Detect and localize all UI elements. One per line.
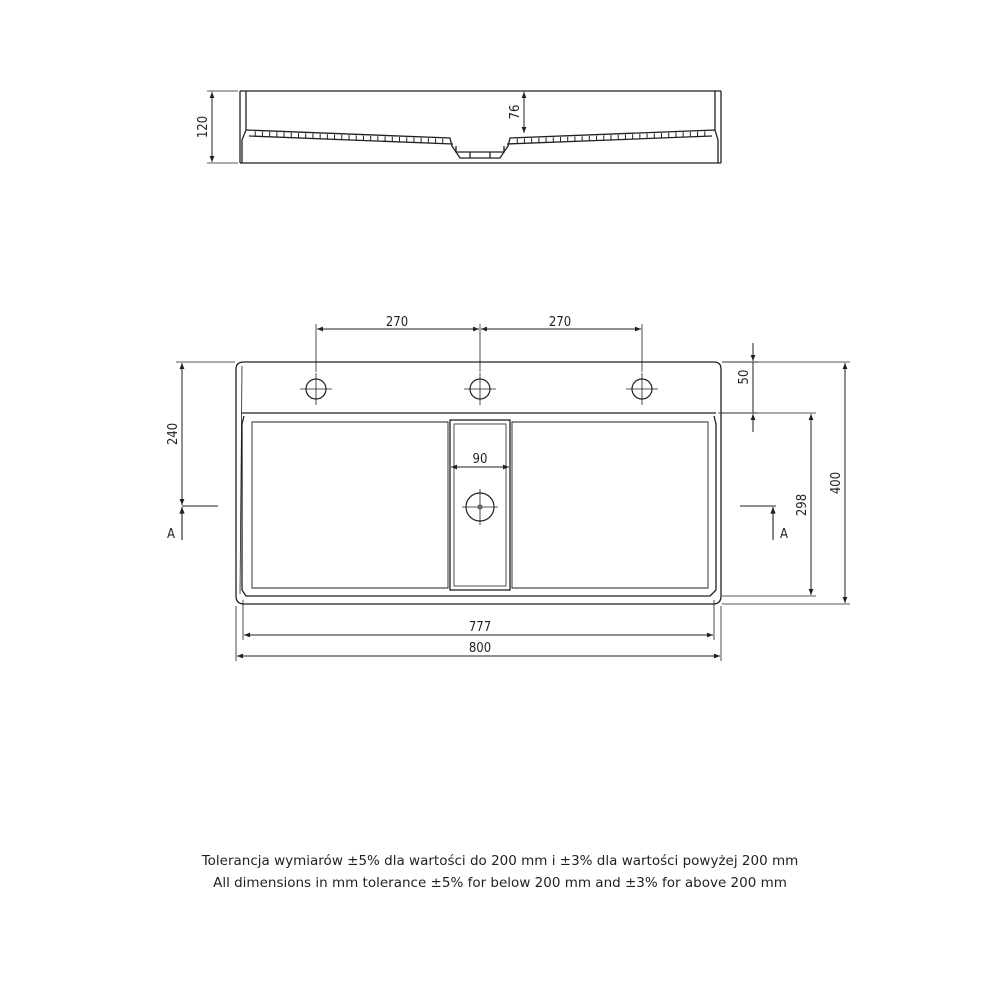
dim-tap-spacing-left-label: 270 xyxy=(385,315,409,330)
dim-height-inner-label: 76 xyxy=(508,104,523,120)
dim-tap-spacing-right-label: 270 xyxy=(548,315,572,330)
tolerance-note-pl: Tolerancja wymiarów ±5% dla wartości do 200 mm i ±3% dla wartości powyżej 200 mm xyxy=(201,853,799,869)
section-mark-right xyxy=(740,506,788,542)
section-mark-right-label: A xyxy=(780,527,788,542)
dim-depth-to-section xyxy=(166,362,235,505)
tap-hole-center xyxy=(464,373,496,405)
section-mark-left xyxy=(167,506,218,542)
dim-depth-to-section-label: 240 xyxy=(166,422,181,446)
dim-inner-width-label: 777 xyxy=(468,620,492,635)
dim-height-total xyxy=(196,91,238,163)
dim-height-total-label: 120 xyxy=(196,115,211,139)
dim-total-width-label: 800 xyxy=(468,641,492,656)
dim-shelf-depth-label: 50 xyxy=(737,369,752,385)
dim-total-depth xyxy=(722,362,850,604)
dim-total-depth-label: 400 xyxy=(829,471,844,495)
tap-hole-right xyxy=(626,373,658,405)
tap-hole-left xyxy=(300,373,332,405)
dim-tap-spacing xyxy=(316,315,642,372)
dim-inner-width xyxy=(243,600,714,640)
dim-bowl-depth-label: 298 xyxy=(795,493,810,517)
side-view-outline xyxy=(240,91,721,163)
tolerance-note-en: All dimensions in mm tolerance ±5% for below 200 mm and ±3% for above 200 mm xyxy=(213,875,787,891)
side-view xyxy=(196,91,721,163)
drain-hole xyxy=(462,489,498,525)
dim-channel-width-label: 90 xyxy=(472,452,488,467)
dim-bowl-depth xyxy=(718,413,816,596)
section-mark-left-label: A xyxy=(167,527,175,542)
dim-shelf-depth xyxy=(722,343,758,432)
dim-channel-width xyxy=(451,452,509,467)
top-view xyxy=(166,315,850,661)
dim-height-inner xyxy=(508,92,524,133)
